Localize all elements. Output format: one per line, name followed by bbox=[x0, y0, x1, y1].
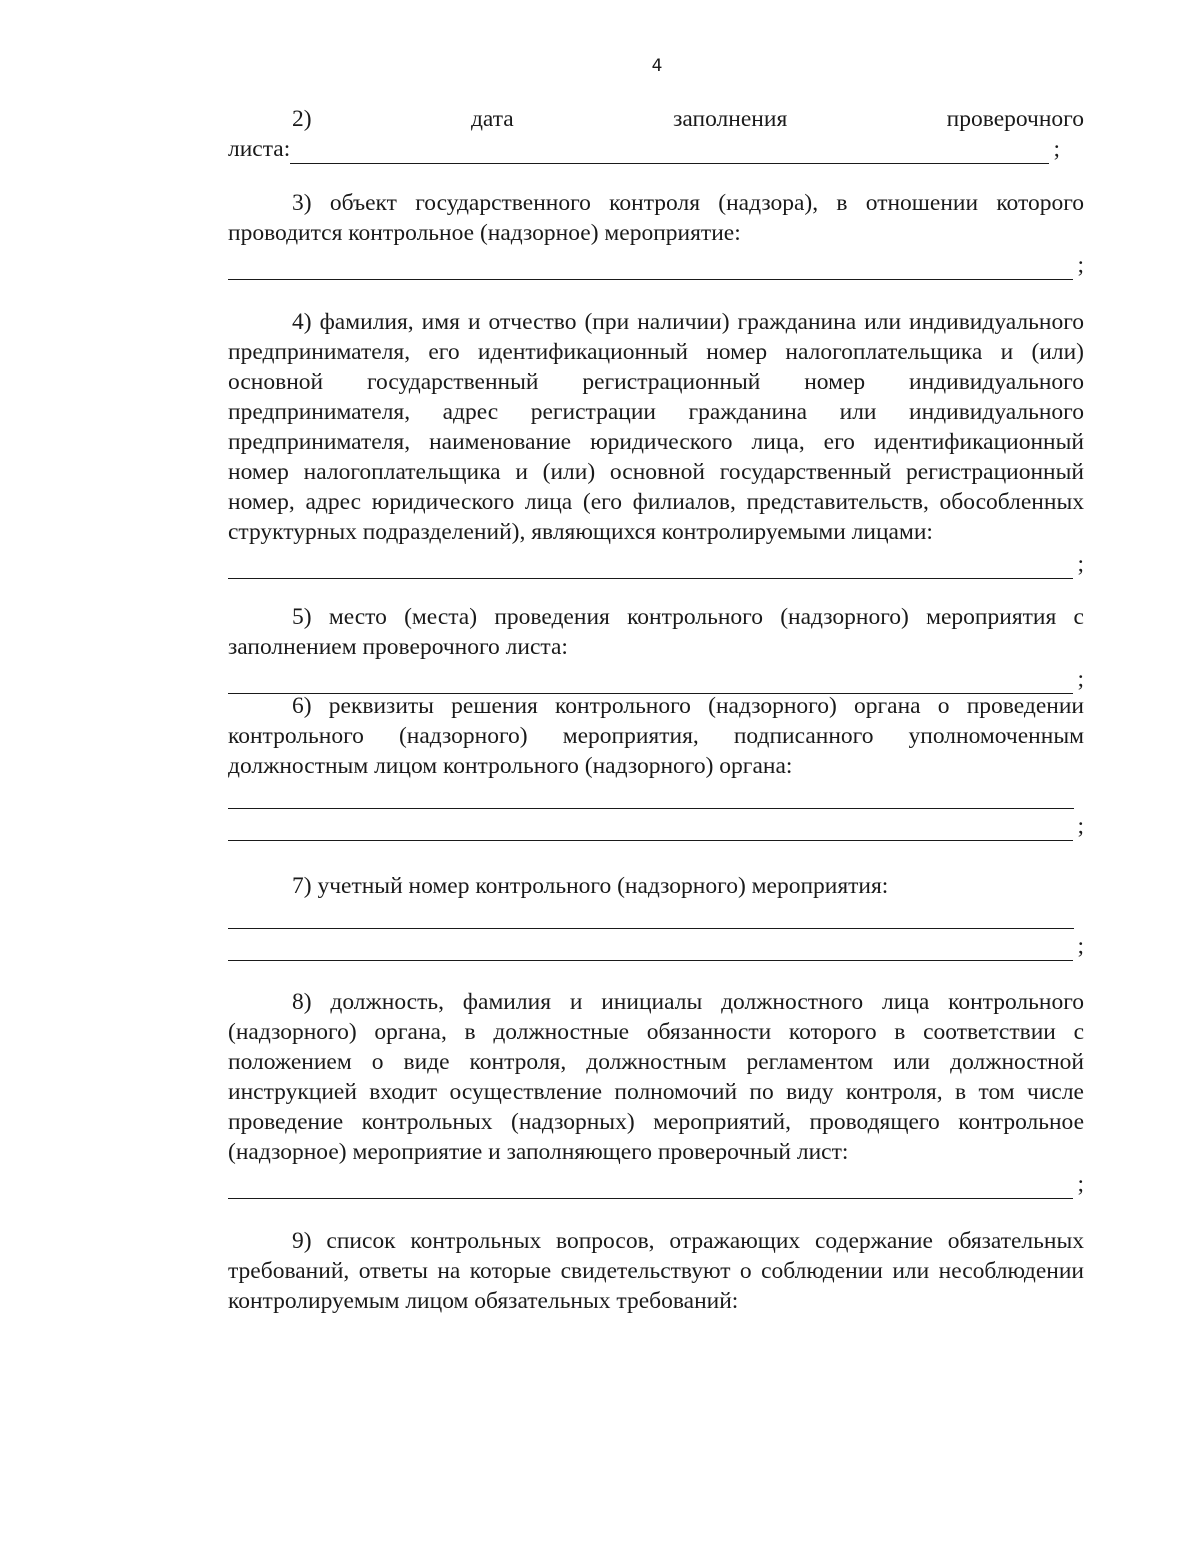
item-5-text: 5) место (места) проведения контрольного (надзорного) мероприятия с заполнением проверочного листа: bbox=[228, 604, 1084, 660]
item-6-semicolon: ; bbox=[1077, 813, 1084, 839]
item-7-fill-row bbox=[228, 929, 1084, 961]
item-8-text: 8) должность, фамилия и инициалы должностного лица контрольного (надзорного) органа, в должностные обязанности которого в соответствии с положением о виде контроля, должностным регламентом или должностной инструкцией входит осуществление полномочий по виду контроля, в том числе проведение контрольных (надзорных) мероприятий, проводящего контрольное (надзорное) мероприятие и заполняющего проверочный лист: bbox=[228, 989, 1084, 1165]
item-6-fill-row bbox=[228, 809, 1084, 841]
item-4-semicolon: ; bbox=[1077, 551, 1084, 577]
record-number-fill-line-2[interactable] bbox=[228, 960, 1073, 961]
controlled-person-fill-line[interactable] bbox=[228, 578, 1073, 579]
page-number: 4 bbox=[651, 56, 663, 76]
decision-details-fill-line-2[interactable] bbox=[228, 840, 1073, 841]
item-2 bbox=[228, 104, 1084, 164]
date-fill-line[interactable] bbox=[290, 141, 1049, 164]
item-2-word-date: дата bbox=[470, 106, 514, 132]
item-3-text: 3) объект государственного контроля (надзора), в отношении которого проводится контрольное (надзорное) мероприятие: bbox=[228, 190, 1084, 246]
record-number-fill-line-1[interactable] bbox=[228, 901, 1074, 929]
item-6-text: 6) реквизиты решения контрольного (надзорного) органа о проведении контрольного (надзорного) мероприятия, подписанного уполномоченным должностным лицом контрольного (надзорного) органа: bbox=[228, 693, 1084, 779]
item-7-semicolon: ; bbox=[1077, 933, 1084, 959]
item-9-text: 9) список контрольных вопросов, отражающих содержание обязательных требований, ответы на которые свидетельствуют о соблюдении или несоблюдении контролируемым лицом обязательных требований: bbox=[228, 1228, 1084, 1314]
item-5 bbox=[228, 602, 1084, 694]
item-8-fill-row bbox=[228, 1167, 1084, 1199]
item-3-fill-row bbox=[228, 248, 1084, 280]
control-object-fill-line[interactable] bbox=[228, 279, 1073, 280]
item-2-first-line bbox=[228, 104, 1084, 134]
item-4-text: 4) фамилия, имя и отчество (при наличии) гражданина или индивидуального предпринимателя, его идентификационный номер налогоплательщика и (или) основной государственный регистрационный номер индивидуального предпринимателя, адрес регистрации гражданина или индивидуального предпринимателя, наименование юридического лица, его идентификационный номер налогоплательщика и (или) основной государственный регистрационный номер, адрес юридического лица (его филиалов, представительств, обособленных структурных подразделений), являющихся контролируемыми лицами: bbox=[228, 309, 1084, 545]
item-2-fill-row bbox=[228, 134, 1060, 164]
item-2-semicolon: ; bbox=[1053, 136, 1060, 162]
item-9 bbox=[228, 1226, 1084, 1316]
official-fill-line[interactable] bbox=[228, 1198, 1073, 1199]
decision-details-fill-line-1[interactable] bbox=[228, 781, 1074, 809]
item-3-semicolon: ; bbox=[1077, 252, 1084, 278]
item-7 bbox=[228, 871, 1084, 961]
item-5-fill-row bbox=[228, 662, 1084, 694]
item-2-number: 2) bbox=[292, 106, 312, 132]
item-8-semicolon: ; bbox=[1077, 1171, 1084, 1197]
item-2-word-checklist: проверочного bbox=[946, 106, 1084, 132]
item-7-text: 7) учетный номер контрольного (надзорного) мероприятия: bbox=[292, 873, 889, 899]
item-6 bbox=[228, 691, 1084, 841]
item-4-fill-row bbox=[228, 547, 1084, 579]
item-2-continuation: листа: bbox=[228, 136, 291, 162]
item-3 bbox=[228, 188, 1084, 280]
item-2-word-filling: заполнения bbox=[673, 106, 788, 132]
item-4 bbox=[228, 307, 1084, 579]
item-5-semicolon: ; bbox=[1077, 666, 1084, 692]
item-8 bbox=[228, 987, 1084, 1199]
